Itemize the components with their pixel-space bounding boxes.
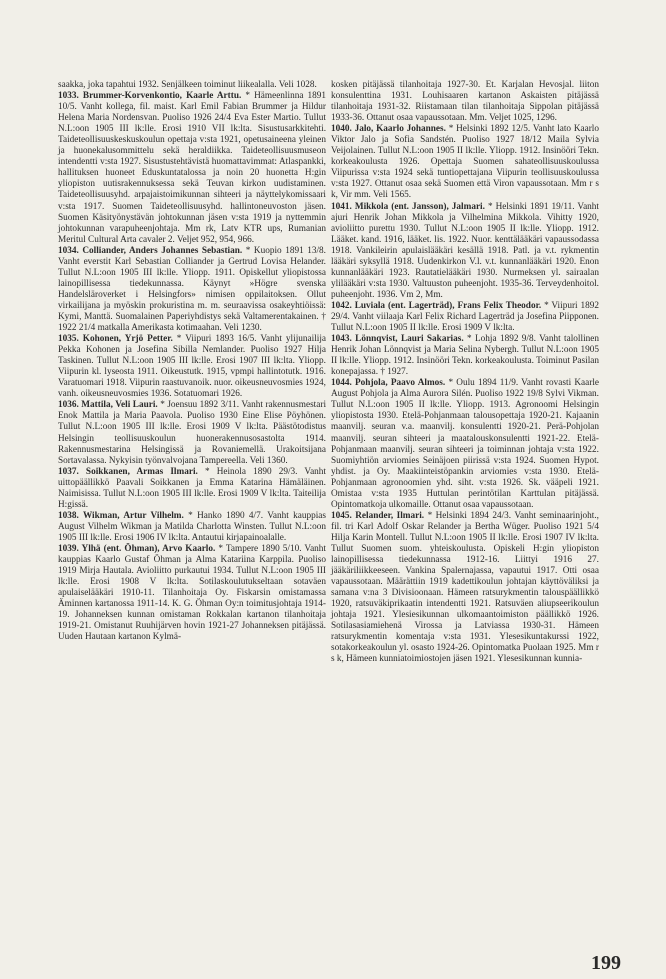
entry-text: * Helsinki 1894 24/3. Vanht seminaarinjoht., fil. tri Karl Adolf Oskar Relander ja Bertha Wüger. Puoliso 1921 5/4 Hilja Karin Montell. Tullut N.L:oon 1905 II lk:lle. Erosi 1907 IV lk:lta. Tullut Suomen suom. yhteiskoulusta. Opiskeli H:gin yliopiston lainopillisessa tiedekunnassa 1912-16. Liittyi 1916 27. jääkäriliikkeeseen. Vankina Spalernajassa, vapautui 1917. Otti osaa vapaussotaan. Määrättiin 1919 kadettikoulun johtajan käyttöväliksi ja samana v:na 3 Divisioonaan. Hämeen ratsurykmentin talouspäällikkö 1920, ratsuväkiprikaatin intendentti 1921. Ratsuväen aliupseerikoulun johtaja 1921. Ylesiesikunnan ulkomaantoimiston päällikkö 1926. Sotilasasiamiehenä Virossa ja Latviassa 1930-31. Hämeen ratsurykmentin komentaja v:sta 1931. Ylesesikuntakurssi 1922, sotakorkeakoulun yl. osasto 1924-26. Opintomatka Puolaan 1925. Mm r s k, Hämeen kunniatoimiostojen jäsen 1921. Ylesesikunnan kunnia-	[331, 510, 599, 665]
biography-entry	[58, 400, 326, 466]
biography-entry	[331, 124, 599, 201]
entry-heading: 1040. Jalo, Kaarlo Johannes.	[331, 124, 446, 135]
biography-entry	[58, 334, 326, 400]
entry-text: * Lohja 1892 9/8. Vanht talollinen Henrik Johan Lönnqvist ja Maria Selina Nybergh. Tullut N.L:oon 1905 II lk:lle. Yliopp. 1912. Insinööri Tekn. korkeakoulusta. Toiminut Pasilan konepajassa. † 1927.	[331, 334, 599, 378]
entry-text: * Hämeenlinna 1891 10/5. Vanht kollega, fil. maist. Karl Emil Fabian Brummer ja Hildur Helena Maria Nordensvan. Puoliso 1926 24/4 Eva Ester Martio. Tullut N.L:oon 1905 III lk:lle. Erosi 1910 VII lk:lta. Sisustusarkkitehti. Taideteollisuuskeskuskoulun opettaja v:sta 1921, opetusaineena yleinen ja huonekalusommittelu sekä heraldiikka. Taideteollisuusmuseon intendentti v:sta 1927. Sisustustehtävistä huomattavimmat: Atlaspankki, hallituksen huoneet Eduskuntatalossa ja noin 20 huonetta H:gin yliopiston uutisrakennuksessa sekä Teuvan kirkon uudistaminen. Taideteollisuusyhd. arpajaistoimikunnan sihteeri ja näyttelykomissaari v:sta 1917. Suomen Taideteollisuusyhd. hallintoneuvoston jäsen. Suomen Käsityönystävän johtokunnan jäsen v:sta 1919 ja nyttemmin johtokunnan varapuheenjohtaja. Mm rk, Latv KTR ups, Rumanian Meritul Cultural Arta cavaler 2. Veljet 952, 954, 966.	[58, 91, 327, 245]
biography-entry	[331, 334, 599, 378]
biography-entry	[58, 91, 326, 246]
biography-entry	[58, 246, 326, 334]
entry-heading: 1039. Ylhä (ent. Öhman), Arvo Kaarlo.	[58, 543, 216, 554]
left-column	[58, 80, 326, 643]
entry-heading: 1045. Relander, Ilmari.	[331, 510, 425, 521]
entry-heading: 1043. Lönnqvist, Lauri Sakarias.	[331, 334, 464, 345]
biography-entry	[331, 301, 599, 334]
entry-text: * Viipuri 1893 16/5. Vanht ylijunailija Pekka Kohonen ja Josefina Sibilla Nemlander. Puoliso 1927 Hilja Taskinen. Tullut N.L:oon 1905 III lk:lle. Erosi 1907 III lk:lta. Yliopp. Viipurin kl. lyseosta 1911. Oikeustutk. 1915, vpmpi hallintotutk. 1916. Varatuomari 1918. Viipurin raastuvanoik. nuor. oikeusneuvosmies 1924, vanh. oikeusneuvosmies 1936. Sotatuomari 1926.	[58, 334, 327, 400]
biography-entry	[58, 511, 326, 544]
entry-heading: 1038. Wikman, Artur Vilhelm.	[58, 510, 184, 521]
entry-text: * Kuopio 1891 13/8. Vanht everstit Karl Sebastian Colliander ja Gertrud Lovisa Helander. Tullut N.L:oon 1905 III lk:lle. Yliopp. 1911. Opiskellut yliopistossa lainopillisessa tiedekunnassa. Käynyt »Högre svenska Handelsläroverket i Helsingfors» nimisen oppilaitoksen. Ollut virkailijana ja myöskin prokuristina m. m. seuraavissa osakeyhtiöissä: Kymi, Manttä. Suomalainen Paperiyhdistys sekä Valtamerentakainen. † 1922 21/4 matkalla Amerikasta kotimaahan. Veli 1230.	[58, 245, 326, 334]
biography-entry	[58, 467, 326, 511]
biography-entry	[58, 80, 326, 91]
entry-text: * Tampere 1890 5/10. Vanht kauppias Kaarlo Gustaf Öhman ja Alma Katariina Karppila. Puoliso 1919 Mirja Hautala. Avioliitto purkautui 1934. Tullut N.L:oon 1905 III lk:lle. Erosi 1908 V lk:lta. Sotilaskoulutukseltaan sotaväen apulaiselääkäri 1910-11. Tilanhoitaja Oy. Fiskarsin omistamassa Äminnen kartanossa 1911-14. K. G. Öhman Oy:n toimitusjohtaja 1914-19. Johanneksen kunnan omistaman Rokkalan kartanon tilanhoitaja 1919-21. Omistanut Ruuhijärven hovin 1921-27 Johanneksen pitäjässä. Uuden Hautaan kartanon Kylmä-	[58, 543, 326, 643]
entry-heading: 1041. Mikkola (ent. Jansson), Jalmari.	[331, 201, 485, 212]
entry-heading: 1042. Luviala (ent. Lagerträd), Frans Felix Theodor.	[331, 300, 542, 311]
biography-entry	[58, 544, 326, 643]
entry-text: kosken pitäjässä tilanhoitaja 1927-30. Et. Karjalan Hevosjal. liiton konsulenttina 1931. Louhisaaren kartanon Askaisten pitäjässä tilanhoitaja 1931-32. Riistamaan tilan tilanhoitaja Sippolan pitäjässä 1933-36. Ottanut osaa vapaussotaan. Mm. Veljet 1025, 1296.	[331, 80, 599, 124]
entry-heading: 1036. Mattila, Veli Lauri.	[58, 400, 158, 411]
entry-text: * Joensuu 1892 3/11. Vanht rakennusmestari Enok Mattila ja Maria Paavola. Puoliso 1930 Eine Elise Pöyhönen. Tullut N.L:oon 1905 III lk:lle. Erosi 1909 V lk:lta. Päästötodistus Helsingin teollisuuskoulun huonerakennusosastolta 1914. Rakennusmestarina Helsingissä ja Rovaniemellä. Urakoitsijana Sortavalassa. Nykyisin työnvalvojana Tampereella. Veli 1360.	[58, 400, 327, 466]
right-column	[331, 80, 599, 665]
entry-text: saakka, joka tapahtui 1932. Senjälkeen toiminut liikealalla. Veli 1028.	[58, 80, 317, 90]
page-number: 199	[591, 952, 621, 974]
entry-text: * Oulu 1894 11/9. Vanht rovasti Kaarle August Pohjola ja Alma Aurora Silén. Puoliso 1922 19/8 Sylvi Vikman. Tullut N.L:oon 1905 II lk:lle. Yliopp. 1913. Agronoomi Helsingin yliopistosta 1930. Etelä-Pohjanmaan talousopettaja 1920-21. Kajaanin maanvilj. seuran v.a. maanvilj. konsulentti 1920-21. Perä-Pohjolan maanvilj. seuran sihteeri ja maatalouskonsulentti 1921-22. Etelä-Pohjanmaan maanvilj. seuran sihteeri ja toiminnan johtaja v:sta 1922. Suomiyhtiön arviomies Seinäjoen piirissä v:sta 1924. Suomen Hypot. yhdist. ja Oy. Maakiinteistöpankin arviomies v:sta 1930. Etelä-Pohjanmaan agronoomien yhd. siht. v:sta 1926. Sk. vääpeli 1921. Omistaa v:sta 1935 Huttulan perintötilan Karttulan pitäjässä. Opintomatkoja ulkomaille. Ottanut osaa vapaussotaan.	[331, 378, 600, 510]
entry-text: * Hanko 1890 4/7. Vanht kauppias August Vilhelm Wikman ja Matilda Charlotta Winsten. Tullut N.L:oon 1905 III lk:lle. Erosi 1906 IV lk:lta. Antautui kirjapainoalalle.	[58, 510, 326, 543]
entry-text: * Viipuri 1892 29/4. Vanht viilaaja Karl Felix Richard Lagerträd ja Josefina Piipponen. Tullut N.L:oon 1905 II lk:lle. Erosi 1909 V lk:lta.	[331, 300, 599, 334]
entry-heading: 1033. Brummer-Korvenkontio, Kaarle Arttu.	[58, 91, 242, 102]
entry-text: * Heinola 1890 29/3. Vanht uittopäällikkö Paavali Soikkanen ja Emma Katarina Hämäläinen. Naimisissa. Tullut N.L:oon 1905 III lk:lle. Erosi 1909 V lk:lta. Taiteilija H:gissä.	[58, 466, 327, 510]
biography-entry	[331, 511, 599, 666]
entry-text: * Helsinki 1891 19/11. Vanht ajuri Henrik Johan Mikkola ja Vilhelmina Mikkola. Vihitty 1920, avioliitto purettu 1930. Tullut N.L:oon 1905 II lk:lle. Yliopp. 1912. Lääket. kand. 1916, lääket. lis. 1922. Nuor. kenttälääkäri vapaussodassa 1918. Vankileirin apulaislääkäri kesällä 1918. Patl. ja v.t. rykmentin lääkäri syksyllä 1918. Uudenkirkon V.l. v.t. kunnanlääkäri 1920. Enon kunnanlääkäri 1923. Rautatielääkäri 1930. Nurmeksen yl. sairaalan ylilääkäri v:sta 1930. Valtuuston puheenjoht. 1935-36. Terveydenhoitol. puheenjoht. 1936. Vm 2, Mm.	[331, 201, 599, 300]
entry-heading: 1034. Colliander, Anders Johannes Sebastian.	[58, 245, 243, 256]
entry-text: * Helsinki 1892 12/5. Vanht lato Kaarlo Viktor Jalo ja Sofia Sandstén. Puoliso 1927 18/12 Maila Sylvia Veijolainen. Tullut N.L:oon 1905 II lk:lle. Yliopp. 1912. Insinööri Tekn. korkeakoulusta 1926. Opettaja Suomen sahateollisuuskoulussa Viipurissa v:sta 1924 sekä tuntiopettajana Viipurin teollisuuskoulussa v:sta 1927. Ottanut osaa sekä Suomen että Viron vapaussotaan. Mm r s k, Vir mm. Veli 1565.	[331, 124, 599, 201]
entry-heading: 1037. Soikkanen, Armas Ilmari.	[58, 466, 198, 477]
entry-heading: 1044. Pohjola, Paavo Almos.	[331, 378, 446, 389]
biography-entry	[331, 80, 599, 124]
entry-heading: 1035. Kohonen, Yrjö Petter.	[58, 334, 173, 345]
biography-entry	[331, 202, 599, 301]
biography-entry	[331, 378, 599, 511]
